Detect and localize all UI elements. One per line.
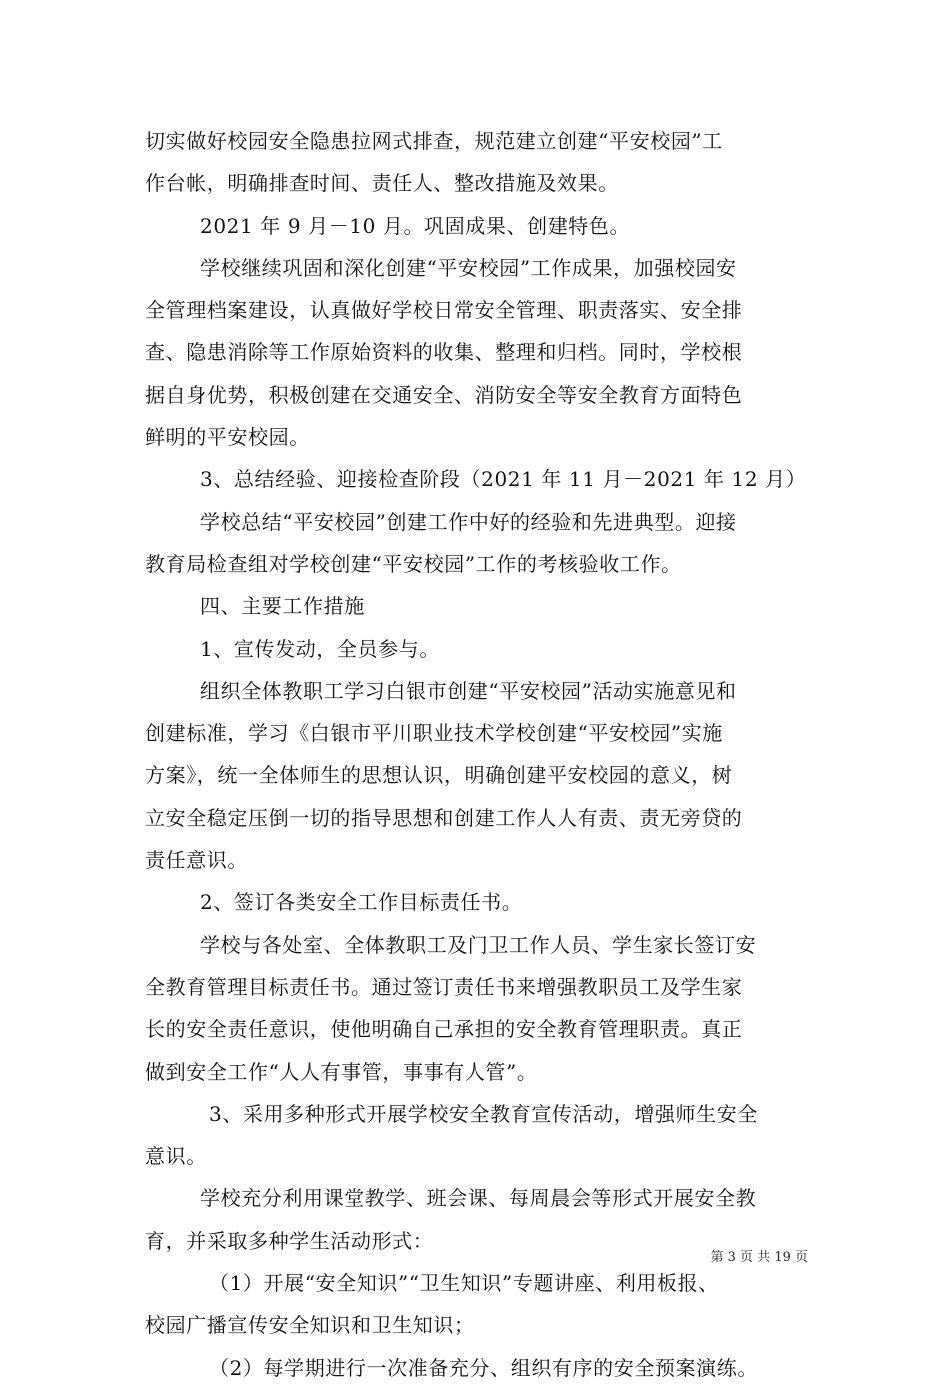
text-line: 全管理档案建设，认真做好学校日常安全管理、职责落实、安全排 xyxy=(145,298,743,323)
text-line: 据自身优势，积极创建在交通安全、消防安全等安全教育方面特色 xyxy=(145,382,743,407)
page-number-footer: 第 3 页 共 19 页 xyxy=(710,1250,808,1265)
text-line: 做到安全工作“人人有事管，事事有人管”。 xyxy=(145,1059,538,1084)
text-line: 查、隐患消除等工作原始资料的收集、整理和归档。同时，学校根 xyxy=(145,340,743,365)
section-heading: 3、采用多种形式开展学校安全教育宣传活动，增强师生安全 xyxy=(209,1101,758,1126)
section-heading: 1、宣传发动，全员参与。 xyxy=(200,636,440,661)
text-line: 全教育管理目标责任书。通过签订责任书来增强教职员工及学生家 xyxy=(145,974,743,999)
text-line: 校园广播宣传安全知识和卫生知识； xyxy=(145,1313,475,1338)
text-line: 责任意识。 xyxy=(145,848,248,873)
list-item: （2）每学期进行一次准备充分、组织有序的安全预案演练。 xyxy=(209,1355,758,1380)
text-line: 长的安全责任意识，使他明确自己承担的安全教育管理职责。真正 xyxy=(145,1017,743,1042)
section-heading: 3、总结经验、迎接检查阶段（2021 年 11 月－2021 年 12 月） xyxy=(200,467,807,492)
text-line: 作台帐，明确排查时间、责任人、整改措施及效果。 xyxy=(145,171,619,196)
text-line: 教育局检查组对学校创建“平安校园”工作的考核验收工作。 xyxy=(145,551,682,576)
section-heading: 2、签订各类安全工作目标责任书。 xyxy=(200,890,523,915)
section-heading: 四、主要工作措施 xyxy=(200,594,365,619)
text-line: 育，并采取多种学生活动形式： xyxy=(145,1228,434,1253)
text-line: 鲜明的平安校园。 xyxy=(145,425,310,450)
text-line: 方案》，统一全体师生的思想认识，明确创建平安校园的意义，树 xyxy=(145,763,733,788)
text-line: 组织全体教职工学习白银市创建“平安校园”活动实施意见和 xyxy=(200,678,737,703)
text-line: 学校充分利用课堂教学、班会课、每周晨会等形式开展安全教 xyxy=(200,1186,757,1211)
text-line: 立安全稳定压倒一切的指导思想和创建工作人人有责、责无旁贷的 xyxy=(145,805,743,830)
text-line: 2021 年 9 月－10 月。巩固成果、创建特色。 xyxy=(200,213,631,238)
list-item: （1）开展“安全知识”“卫生知识”专题讲座、利用板报、 xyxy=(209,1271,719,1296)
text-line: 学校与各处室、全体教职工及门卫工作人员、学生家长签订安 xyxy=(200,932,757,957)
text-line: 创建标准，学习《白银市平川职业技术学校创建“平安校园”实施 xyxy=(145,721,723,746)
text-line: 意识。 xyxy=(145,1144,207,1169)
document-body xyxy=(145,120,810,1389)
text-line: 学校继续巩固和深化创建“平安校园”工作成果，加强校园安 xyxy=(200,255,737,280)
text-line: 切实做好校园安全隐患拉网式排查，规范建立创建“平安校园”工 xyxy=(145,129,723,153)
text-line: 学校总结“平安校园”创建工作中好的经验和先进典型。迎接 xyxy=(200,509,737,534)
